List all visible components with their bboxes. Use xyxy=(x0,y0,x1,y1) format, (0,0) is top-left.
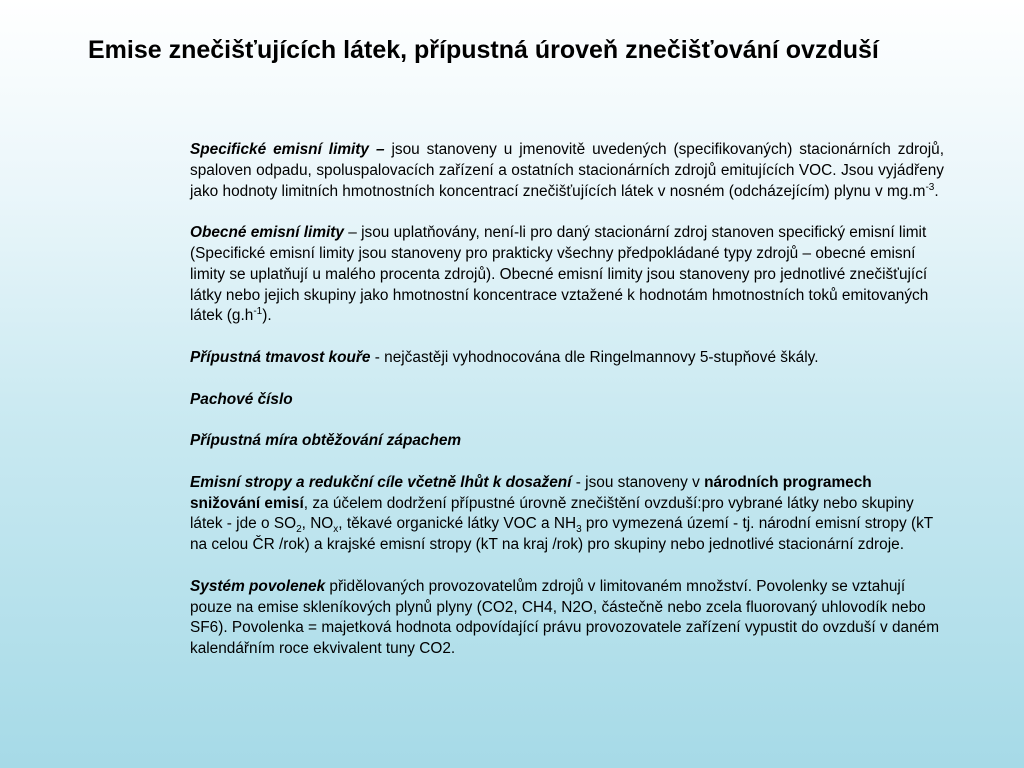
paragraph-text: , za účelem dodržení přípustné úrovně znečištění ovzduší:pro vybrané látky nebo skupiny látek - jde o SO xyxy=(190,494,914,533)
paragraph-allowance-system xyxy=(190,577,944,660)
national-programmes-text: národních programech snižování emisí xyxy=(190,473,872,512)
paragraph-text: , NO xyxy=(301,515,334,533)
superscript: -3 xyxy=(925,181,935,193)
paragraph-end: . xyxy=(934,182,939,200)
paragraph-text: přidělovaných provozovatelům zdrojů v limitovaném množství. Povolenky se vztahují pouze na emise skleníkových plynů plyny (CO2, CH4, N2O, částečně nebo zcela fluorovaný uhlovodík nebo SF6). Povolenka = majetková hodnota odpovídající právu provozovatele zařízení vypustit do ovzduší v daném kalendářním roce ekvivalent tuny CO2. xyxy=(190,577,940,658)
paragraph-text: , těkavé organické látky VOC a NH xyxy=(338,515,577,533)
term-specific-emission-limits: Specifické emisní limity – xyxy=(190,141,392,158)
paragraph-odour-nuisance xyxy=(190,431,944,452)
slide-body xyxy=(190,140,944,681)
term-allowance-system: Systém povolenek xyxy=(190,577,326,595)
subscript: 3 xyxy=(576,524,582,536)
term-emission-ceilings: Emisní stropy a redukční cíle včetně lhůt k dosažení xyxy=(190,473,572,491)
subscript: x xyxy=(333,524,339,536)
paragraph-text: jsou stanoveny u jmenovitě uvedených (specifikovaných) stacionárních zdrojů, spaloven odpadu, spoluspalovacích zařízení a ostatních stacionárních zdrojů emitujících VOC. Jsou vyjádřeny jako hodnoty limitních hmotnostních koncentrací znečišťujících látek v nosném (odcházejícím) plynu v mg.m xyxy=(190,141,944,200)
paragraph-end: ). xyxy=(262,307,272,325)
paragraph-text: - jsou stanoveny v xyxy=(571,473,705,491)
paragraph-specific-emission-limits xyxy=(190,140,944,202)
paragraph-text: - nejčastěji vyhodnocována dle Ringelmannovy 5-stupňové škály. xyxy=(370,348,819,366)
slide-title: Emise znečišťujících látek, přípustná úroveň znečišťování ovzduší xyxy=(88,36,879,64)
term-smoke-darkness: Přípustná tmavost kouře xyxy=(190,348,371,366)
paragraph-emission-ceilings xyxy=(190,473,944,556)
paragraph-smoke-darkness xyxy=(190,348,944,369)
term-odour-nuisance: Přípustná míra obtěžování zápachem xyxy=(190,432,462,450)
subscript: 2 xyxy=(296,524,302,536)
paragraph-text: – jsou uplatňovány, není-li pro daný stacionární zdroj stanoven specifický emisní limit (Specifické emisní limity jsou stanoveny pro prakticky všechny předpokládané typy zdrojů – obecné emisní limity se uplatňují u malého procenta zdrojů). Obecné emisní limity jsou stanoveny pro jednotlivé znečišťující látky nebo jejich skupiny jako hmotnostní koncentrace vztažené k hodnotám hmotnostních toků emitovaných látek (g.h xyxy=(190,224,929,325)
paragraph-odour-number xyxy=(190,390,944,411)
term-general-emission-limits: Obecné emisní limity xyxy=(190,224,344,242)
paragraph-general-emission-limits xyxy=(190,223,944,327)
paragraph-text: pro vymezená území - tj. národní emisní stropy (kT na celou ČR /rok) a krajské emisní stropy (kT na kraj /rok) pro skupiny nebo jednotlivé stacionární zdroje. xyxy=(190,515,933,554)
superscript: -1 xyxy=(253,306,263,318)
term-odour-number: Pachové číslo xyxy=(190,390,293,408)
